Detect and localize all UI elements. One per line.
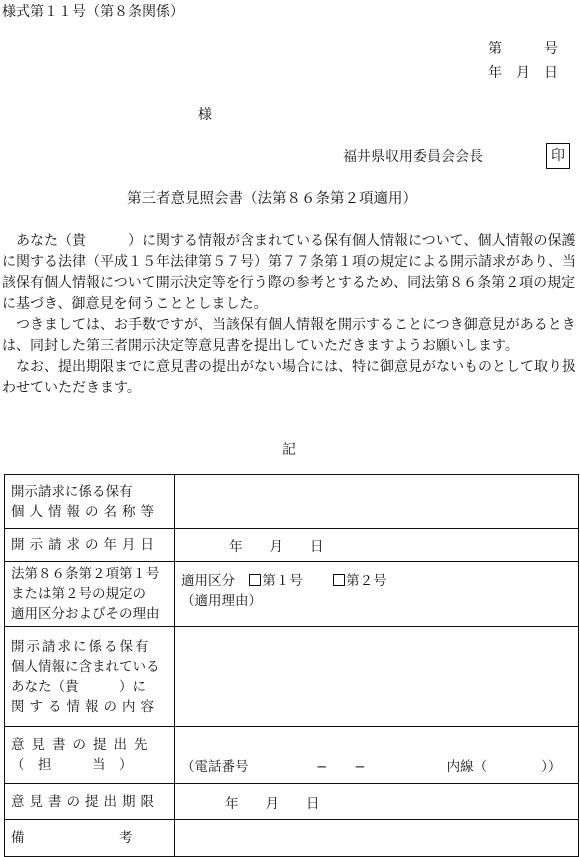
reason-label: （適用理由）	[181, 593, 262, 609]
row-label-submission-address	[5, 727, 175, 784]
row-label-disclosure-info-name	[5, 475, 175, 529]
ki-heading: 記	[282, 442, 296, 458]
label-line: 法第８６条第２項第１号	[11, 566, 160, 582]
remarks-value	[175, 820, 579, 857]
info-table	[4, 474, 579, 857]
table-row	[5, 784, 579, 820]
row-label-submission-deadline: 意見書の提出期限	[5, 784, 175, 820]
label-line: 適用区分およびその理由	[11, 606, 160, 622]
label-line: （ 担 当 ）	[11, 757, 133, 773]
checkbox-item-2[interactable]	[333, 574, 345, 586]
addressee-suffix: 様	[198, 107, 212, 123]
submission-address-value	[175, 727, 579, 784]
row-label-info-content	[5, 627, 175, 727]
request-date-value: 年 月 日	[175, 529, 579, 562]
table-row	[5, 562, 579, 627]
table-row	[5, 627, 579, 727]
option-item-1[interactable]: 第１号	[249, 573, 303, 589]
document-title: 第三者意見照会書（法第８６条第２項適用）	[127, 191, 417, 207]
label-line: 個人情報の名称等	[11, 503, 159, 520]
table-row	[5, 529, 579, 562]
checkbox-item-1[interactable]	[249, 574, 261, 586]
table-row	[5, 820, 579, 857]
document-body	[2, 231, 578, 399]
body-paragraph: あなた（貴 ）に関する情報が含まれている保有個人情報について、個人情報の保護に関する法律（平成１５年法律第５７号）第７７条第１項の規定による開示請求があり、当該保有個人情報について開示決定等を行う際の参考とするため、同法第８６条第２項の規定に基づき、御意見を伺うこととしました。	[2, 233, 576, 312]
label-line: 開示請求に係る保有	[11, 638, 151, 655]
table-row	[5, 475, 579, 529]
label-line: 個人情報に含まれている	[11, 658, 160, 675]
label-line: 意見書の提出先	[11, 737, 155, 753]
body-paragraph: つきましては、お手数ですが、当該保有個人情報を開示することにつき御意見があるときは、同封した第三者開示決定等意見書を提出していただきますようお願いします。	[2, 317, 576, 354]
sender-name: 福井県収用委員会会長	[343, 149, 483, 165]
submission-deadline-value: 年 月 日	[175, 784, 579, 820]
row-label-remarks: 備 考	[5, 820, 175, 857]
info-content-value	[175, 627, 579, 727]
seal-stamp: 印	[546, 143, 570, 169]
label-line: または第２号の規定の	[11, 586, 146, 602]
body-paragraph: なお、提出期限までに意見書の提出がない場合には、特に御意見がないものとして取り扱わせていただきます。	[2, 359, 576, 396]
category-label: 適用区分	[181, 573, 235, 589]
label-line: あなた（貴 ）に	[11, 678, 146, 695]
label-line: 関する情報の内容	[11, 698, 159, 715]
label-line: 開示請求に係る保有	[11, 483, 133, 500]
applicable-category-value	[175, 562, 579, 627]
phone-line: （電話番号 − − 内線（ ））	[181, 759, 562, 775]
row-label-applicable-category	[5, 562, 175, 627]
row-label-request-date: 開示請求の年月日	[5, 529, 175, 562]
document-number-label: 第 号	[488, 41, 558, 57]
table-row	[5, 727, 579, 784]
option-item-2[interactable]: 第２号	[333, 573, 387, 589]
document-date-label: 年 月 日	[488, 65, 558, 81]
disclosure-info-name-value	[175, 475, 579, 529]
form-number: 様式第１１号（第８条関係）	[2, 4, 184, 20]
